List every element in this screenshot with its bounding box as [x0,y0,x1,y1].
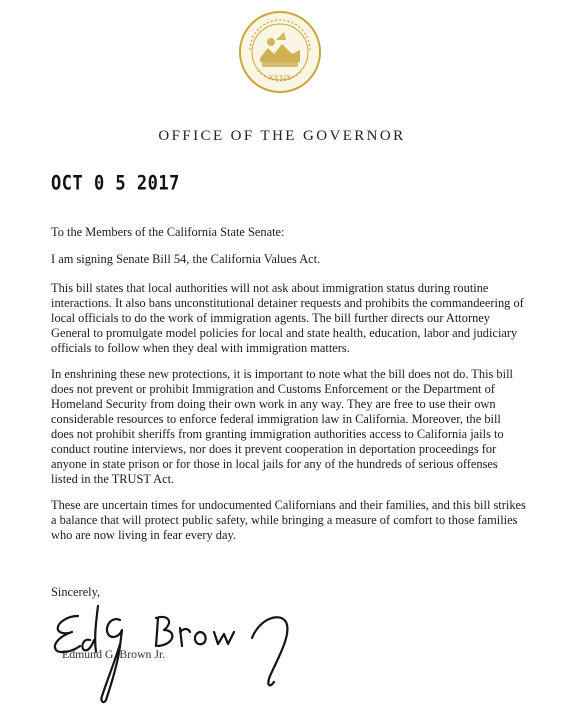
handwritten-signature [38,598,308,708]
body-paragraph-3: These are uncertain times for undocumented Californians and their families, and this bill strikes a balance that will protect public safety, while bringing a measure of comfort to those families who are now living in fear every day. [51,498,526,542]
letter-body [51,225,526,554]
state-seal-icon [238,10,322,94]
body-paragraph-2: In enshrining these new protections, it is important to note what the bill does not do. This bill does not prevent or prohibit Immigration and Customs Enforcement or the Department of Homeland Security from doing their own work in any way. They are free to use their own considerable resources to enforce federal immigration law in California. Moreover, the bill does not prohibit sheriffs from granting immigration authorities access to California jails to conduct routine interviews, nor does it prevent cooperation in deportation proceedings for anyone in state prison or for those in local jails for any of the hundreds of serious offenses listed in the TRUST Act. [51,367,513,486]
salutation: To the Members of the California State Senate: [51,225,285,239]
signer-name: Edmund G. Brown Jr. [62,647,166,661]
body-paragraph-1: This bill states that local authorities will not ask about immigration status during routine interactions. It also bans unconstitutional detainer requests and prohibits the commandeering of local officials to do the work of immigration agents. The bill further directs our Attorney General to promulgate model policies for local and state health, education, labor and judiciary officials to follow when they deal with immigration matters. [51,281,524,355]
date-stamp: OCT 0 5 2017 [51,172,180,195]
intro-sentence: I am signing Senate Bill 54, the California Values Act. [51,252,321,266]
closing: Sincerely, [51,585,101,599]
seal-numeral: XXXIX [268,74,292,82]
letterhead-office: OFFICE OF THE GOVERNOR [158,128,406,144]
